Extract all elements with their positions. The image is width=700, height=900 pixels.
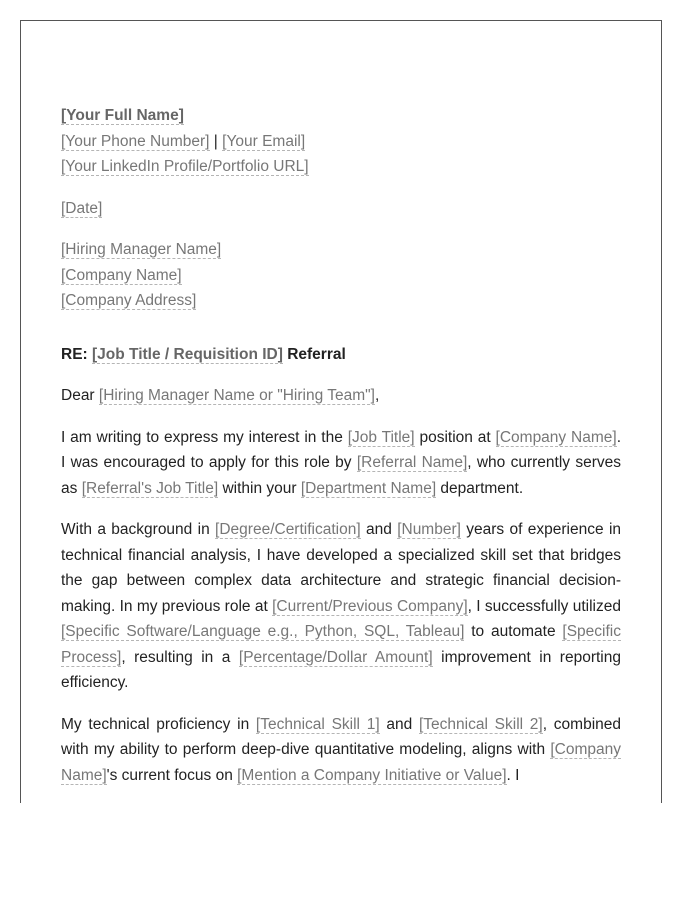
para1-text-2: position at — [414, 428, 496, 446]
letter-date[interactable]: [Date] — [61, 199, 103, 217]
recipient-company[interactable]: [Company Name] — [61, 266, 182, 284]
para1-text-6: department. — [436, 479, 524, 497]
para2-text-6: , resulting in a — [121, 648, 239, 666]
para3-company[interactable]: [Company Name] — [61, 741, 621, 784]
subject-prefix: RE: — [61, 345, 92, 363]
para2-software[interactable]: [Specific Software/Language e.g., Python, SQL, Tableau] — [61, 623, 465, 640]
date-block — [61, 196, 621, 222]
subject-line — [61, 342, 621, 368]
salutation-comma: , — [374, 387, 380, 404]
sender-name[interactable]: [Your Full Name] — [61, 107, 184, 124]
para2-text-2: and — [360, 521, 398, 538]
paragraph-3 — [61, 712, 621, 789]
para3-text-2: and — [379, 715, 419, 733]
para2-text-5: to automate — [464, 623, 563, 640]
subject-job[interactable]: [Job Title / Requisition ID] — [92, 345, 283, 363]
para2-process[interactable]: [Specific Process] — [61, 623, 621, 666]
contact-separator: | — [209, 132, 223, 150]
recipient-block — [61, 237, 621, 314]
para3-initiative[interactable]: [Mention a Company Initiative or Value] — [237, 766, 507, 784]
para1-text-4: , who currently serves as — [61, 454, 621, 497]
salutation-dear: Dear — [61, 387, 99, 404]
subject-suffix: Referral — [282, 345, 346, 363]
para2-degree[interactable]: [Degree/Certification] — [215, 521, 361, 538]
para1-department[interactable]: [Department Name] — [300, 479, 437, 497]
salutation-name[interactable]: [Hiring Manager Name or "Hiring Team"] — [98, 387, 375, 404]
para2-years[interactable]: [Number] — [397, 521, 461, 538]
para3-text-1: My technical proficiency in — [61, 715, 256, 733]
para3-text-4: 's current focus on — [106, 766, 238, 784]
para2-text-1: With a background in — [61, 521, 216, 538]
para1-text-3: . I was encouraged to apply for this role by — [61, 428, 622, 471]
para3-skill-2[interactable]: [Technical Skill 2] — [419, 715, 543, 733]
para2-amount[interactable]: [Percentage/Dollar Amount] — [238, 648, 433, 666]
para3-skill-1[interactable]: [Technical Skill 1] — [255, 715, 380, 733]
para2-text-3: years of experience in technical financial analysis, I have developed a specialized skill set that bridges the gap between complex data architecture and strategic financial decision-making. In my previous role at — [61, 521, 622, 615]
para1-company-name[interactable]: [Company Name] — [495, 428, 617, 446]
para2-text-4: , I successfully utilized — [467, 597, 621, 615]
paragraph-1 — [61, 425, 621, 502]
recipient-address[interactable]: [Company Address] — [61, 292, 197, 309]
sender-linkedin[interactable]: [Your LinkedIn Profile/Portfolio URL] — [61, 158, 309, 175]
para1-text-1: I am writing to express my interest in the — [61, 428, 348, 446]
para1-referral-name[interactable]: [Referral Name] — [356, 454, 468, 471]
recipient-manager[interactable]: [Hiring Manager Name] — [61, 241, 222, 258]
sender-block — [61, 103, 621, 180]
para3-text-3: , combined with my ability to perform deep-dive quantitative modeling, aligns with — [61, 715, 621, 758]
cover-letter-body — [61, 103, 621, 803]
para3-text-5: . I — [506, 766, 520, 784]
salutation — [61, 383, 621, 409]
para2-text-7: improvement in reporting efficiency. — [61, 648, 621, 691]
paragraph-2 — [61, 517, 621, 696]
sender-email[interactable]: [Your Email] — [222, 132, 306, 150]
document-page — [20, 20, 662, 803]
para1-job-title[interactable]: [Job Title] — [347, 428, 415, 446]
sender-phone[interactable]: [Your Phone Number] — [61, 132, 210, 150]
para1-referral-title[interactable]: [Referral's Job Title] — [81, 479, 219, 497]
para1-text-5: within your — [218, 479, 301, 497]
para2-company[interactable]: [Current/Previous Company] — [272, 597, 468, 615]
